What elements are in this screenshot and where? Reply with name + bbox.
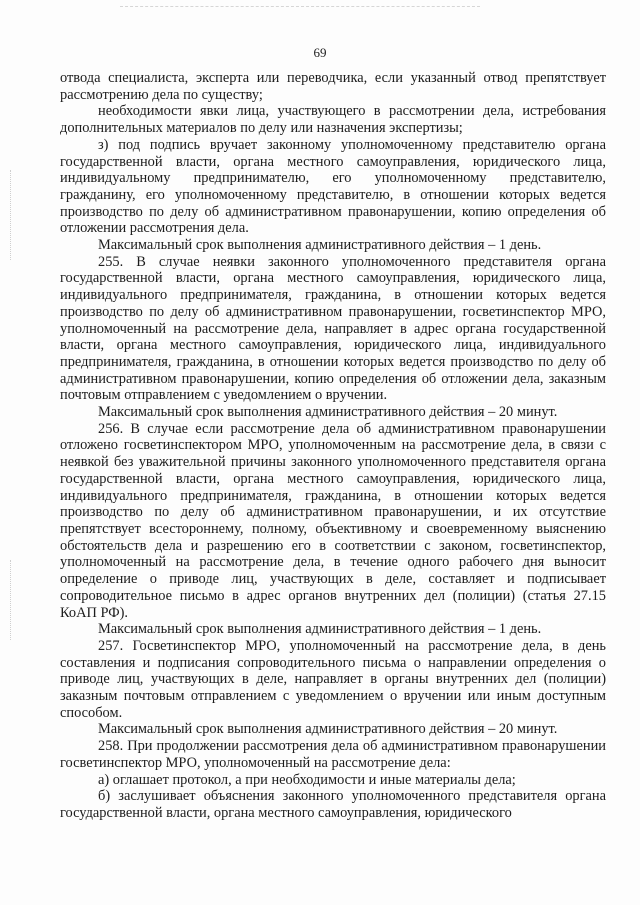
paragraph: з) под подпись вручает законному уполномоченному представителю органа государственной власти, органа местного самоуправления, юридического лица, индивидуальному предпринимателю, его уполномоченному представителю, гражданину, его уполномоченному представителю, в отношении которых ведется производство по делу об административном правонарушении, копию определения об отложении рассмотрения дела. xyxy=(60,136,606,237)
scan-artifact-left xyxy=(10,560,11,640)
paragraph-continued: отвода специалиста, эксперта или переводчика, если указанный отвод препятствует рассмотрению дела по существу; xyxy=(60,70,606,103)
max-term-note: Максимальный срок выполнения административного действия – 20 минут. xyxy=(98,404,558,421)
list-item-a: а) оглашает протокол, а при необходимости и иные материалы дела; xyxy=(98,771,516,788)
paragraph-257: 257. Госветинспектор МРО, уполномоченный на рассмотрение дела, в день составления и подписания сопроводительного письма о направлении определения о приводе лиц, участвующих в деле, направляет в органы внутренних дел (полиции) заказным почтовым отправлением с уведомлением о вручении или иным доступным способом. xyxy=(60,637,606,721)
body-text xyxy=(60,70,606,822)
list-item-b: б) заслушивает объяснения законного уполномоченного представителя органа государственной власти, органа местного самоуправления, юридического xyxy=(60,788,606,821)
paragraph-255: 255. В случае неявки законного уполномоченного представителя органа государственной власти, органа местного самоуправления, юридического лица, индивидуального предпринимателя, гражданина, в отношении которых ведется производство по делу об административном правонарушении, госветинспектор МРО, уполномоченный на рассмотрение дела, направляет в адрес органа государственной власти, органа местного самоуправления, юридического лица, индивидуального предпринимателя, гражданина, в отношении которых ведется производство по делу об административном правонарушении, копию определения об отложении дела, заказным почтовым отправлением с уведомлением о вручении. xyxy=(60,253,606,404)
paragraph-258: 258. При продолжении рассмотрения дела об административном правонарушении госветинспектор МРО, уполномоченный на рассмотрение дела: xyxy=(60,738,606,771)
scan-artifact-top xyxy=(120,6,480,7)
paragraph-256: 256. В случае если рассмотрение дела об административном правонарушении отложено госветинспектором МРО, уполномоченным на рассмотрение дела, в связи с неявкой без уважительной причины законного уполномоченного представителя органа государственной власти, органа местного самоуправления, юридического лица, индивидуального предпринимателя, гражданина, в отношении которых ведется производство по делу об административном правонарушении, и их отсутствие препятствует всестороннему, полному, объективному и своевременному выяснению обстоятельств дела и разрешению его в соответствии с законом, госветинспектор, уполномоченный на рассмотрение дела, в течение одного рабочего дня выносит определение о приводе лиц, участвующих в деле, составляет и подписывает сопроводительное письмо в адрес органов внутренних дел (полиции) (статья 27.15 КоАП РФ). xyxy=(60,420,606,621)
paragraph: необходимости явки лица, участвующего в рассмотрении дела, истребования дополнительных материалов по делу или назначения экспертизы; xyxy=(60,103,606,137)
max-term-note: Максимальный срок выполнения административного действия – 20 минут. xyxy=(98,721,558,738)
page-number: 69 xyxy=(313,45,327,60)
scan-artifact-left xyxy=(10,170,11,260)
max-term-note: Максимальный срок выполнения административного действия – 1 день. xyxy=(98,621,542,638)
max-term-note: Максимальный срок выполнения административного действия – 1 день. xyxy=(98,237,542,254)
